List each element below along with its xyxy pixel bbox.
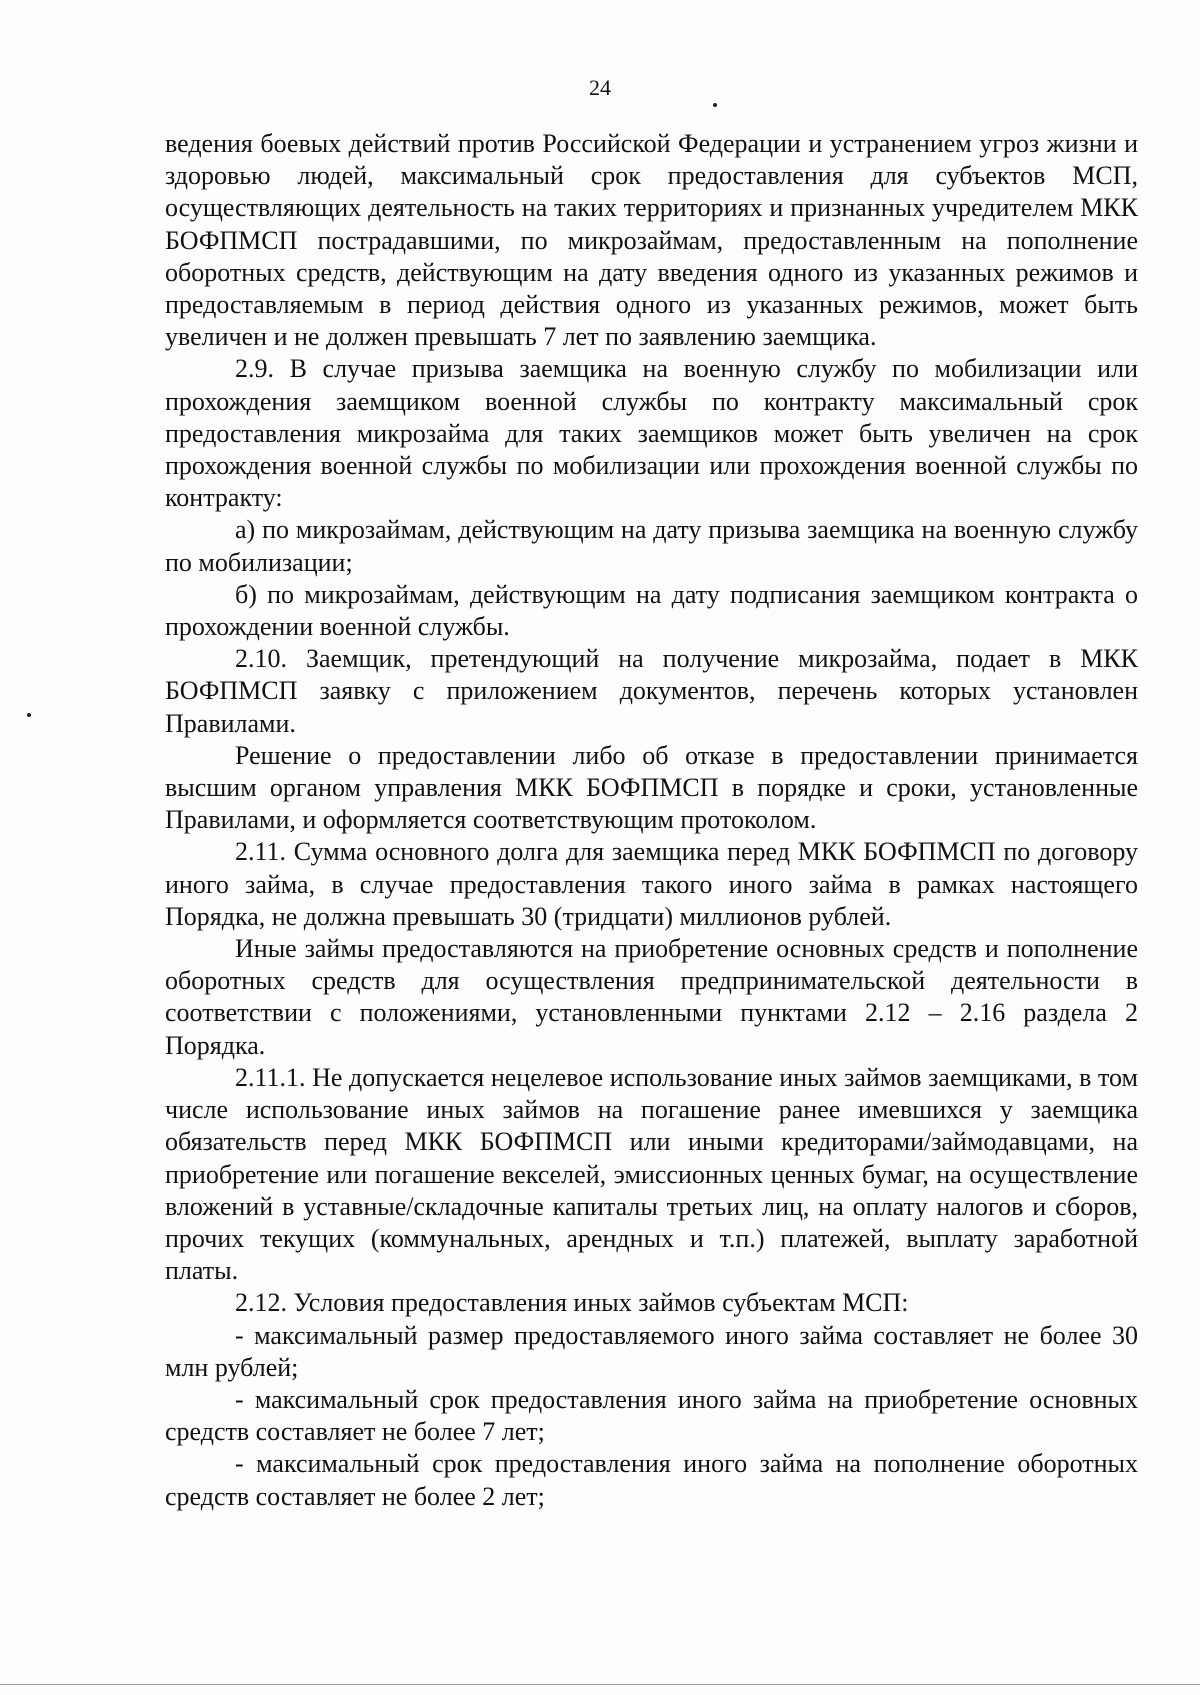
paragraph-2-11: 2.11. Сумма основного долга для заемщика перед МКК БОФПМСП по договору иного займа, в случае предоставления такого иного займа в рамках настоящего Порядка, не должна превышать 30 (тридцати) миллионов рублей.: [165, 837, 1138, 931]
paragraph-decision: Решение о предоставлении либо об отказе в предоставлении принимается высшим органом управления МКК БОФПМСП в порядке и сроки, установленные Правилами, и оформляется соответствующим протоколом.: [165, 740, 1138, 835]
paragraph-2-10: 2.10. Заемщик, претендующий на получение микрозайма, подает в МКК БОФПМСП заявку с приложением документов, перечень которых установлен Правилами.: [165, 644, 1138, 738]
paragraph-continuation: ведения боевых действий против Российской Федерации и устранением угроз жизни и здоровью людей, максимальный срок предоставления для субъектов МСП, осуществляющих деятельность на таких территориях и признанных учредителем МКК БОФПМСП пострадавшими, по микрозаймам, предоставленным на пополнение оборотных средств, действующим на дату введения одного из указанных режимов и предоставляемым в период действия одного из указанных режимов, может быть увеличен и не должен превышать 7 лет по заявлению заемщика.: [165, 129, 1138, 352]
paragraph-2-11-1: 2.11.1. Не допускается нецелевое использование иных займов заемщиками, в том числе использование иных займов на погашение ранее имевшихся у заемщика обязательств перед МКК БОФПМСП или иными кредиторами/займодавцами, на приобретение или погашение векселей, эмиссионных ценных бумаг, на осуществление вложений в уставные/складочные капиталы третьих лиц, на оплату налогов и сборов, прочих текущих (коммунальных, арендных и т.п.) платежей, выплату заработной платы.: [165, 1062, 1138, 1286]
paragraph-2-9-a: а) по микрозаймам, действующим на дату призыва заемщика на военную службу по мобилизации;: [165, 515, 1138, 577]
list-item-working-capital-term: - максимальный срок предоставления иного займа на пополнение оборотных средств составляет не более 2 лет;: [165, 1449, 1138, 1511]
list-item-max-amount: - максимальный размер предоставляемого иного займа составляет не более 30 млн рублей;: [165, 1320, 1138, 1382]
scan-speck: [27, 713, 31, 717]
paragraph-2-12: 2.12. Условия предоставления иных займов субъектам МСП:: [235, 1288, 909, 1318]
list-item-fixed-assets-term: - максимальный срок предоставления иного займа на приобретение основных средств составляет не более 7 лет;: [165, 1384, 1138, 1447]
paragraph-2-9-b: б) по микрозаймам, действующим на дату подписания заемщиком контракта о прохождении военной службы.: [165, 579, 1138, 642]
paragraph-other-loans: Иные займы предоставляются на приобретение основных средств и пополнение оборотных средств для осуществления предпринимательской деятельности в соответствии с положениями, установленными пунктами 2.12 – 2.16 раздела 2 Порядка.: [165, 934, 1138, 1060]
paragraph-2-9: 2.9. В случае призыва заемщика на военную службу по мобилизации или прохождения заемщиком военной службы по контракту максимальный срок предоставления микрозайма для таких заемщиков может быть увеличен на срок прохождения военной службы по мобилизации или прохождения военной службы по контракту:: [165, 354, 1138, 513]
scan-speck: [713, 103, 717, 107]
page-number: 24: [589, 75, 611, 100]
scan-edge-line: [0, 1684, 1200, 1685]
document-body: [165, 128, 1138, 1513]
